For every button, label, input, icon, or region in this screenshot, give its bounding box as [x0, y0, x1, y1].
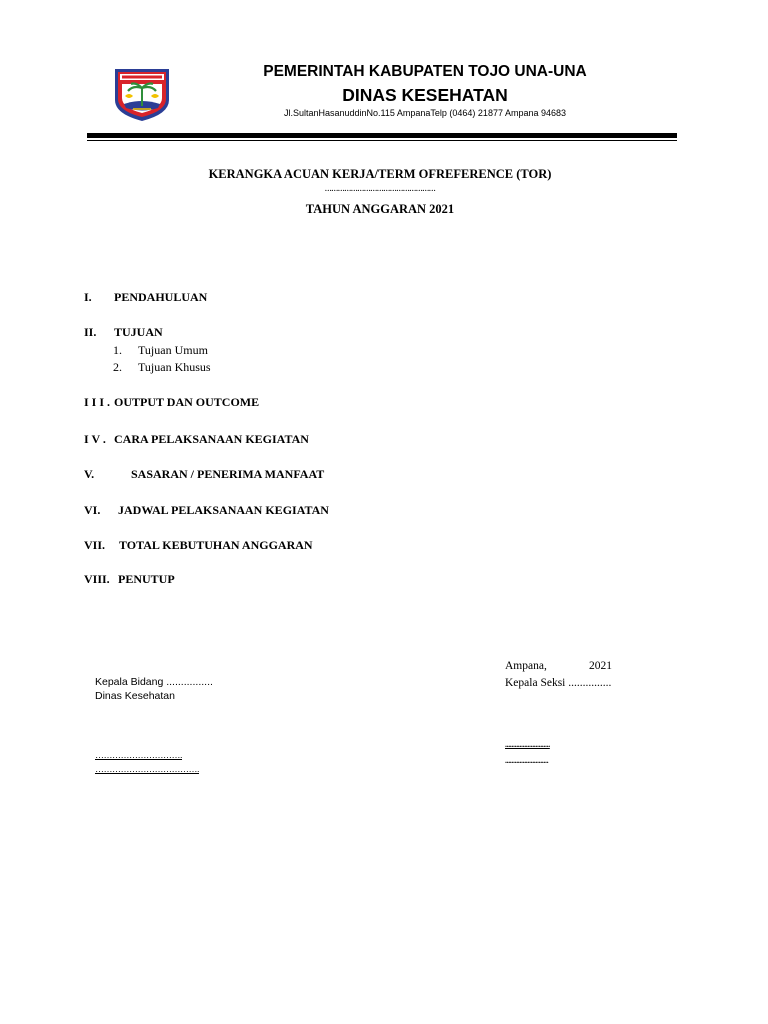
section-total-anggaran: [84, 538, 313, 553]
section-penutup: [84, 572, 175, 587]
list-item-number: 2.: [113, 360, 122, 374]
left-signatory-name-line: ………………………….: [95, 750, 183, 760]
section-number: I V .: [84, 432, 106, 446]
section-number: VII.: [84, 538, 106, 552]
budget-year: TAHUN ANGGARAN 2021: [305, 202, 455, 216]
section-number: I.: [84, 290, 92, 304]
section-tujuan: [84, 325, 163, 340]
section-cara-pelaksanaan: [84, 432, 309, 447]
title-placeholder-line: ……………………………………………: [324, 185, 436, 193]
section-heading: TOTAL KEBUTUHAN ANGGARAN: [119, 538, 313, 552]
section-sasaran: [84, 467, 324, 482]
section-heading: PENUTUP: [118, 572, 175, 586]
section-heading: CARA PELAKSANAAN KEGIATAN: [114, 432, 309, 446]
section-pendahuluan: [84, 290, 207, 305]
office-address: Jl.SultanHasanuddinNo.115 AmpanaTelp (0464) 21877 Ampana 94683: [283, 108, 567, 118]
section-number: II.: [84, 325, 97, 339]
section-heading: TUJUAN: [114, 325, 163, 339]
left-signatory-unit: Dinas Kesehatan: [95, 690, 175, 702]
section-heading: JADWAL PELAKSANAAN KEGIATAN: [118, 503, 329, 517]
government-name: PEMERINTAH KABUPATEN TOJO UNA-UNA: [263, 63, 587, 80]
letterhead-rule-thin: [87, 140, 677, 141]
section-number: VI.: [84, 503, 101, 517]
list-item-text: Tujuan Umum: [138, 343, 208, 357]
signing-year: 2021: [589, 660, 612, 672]
right-signatory-nip-line: ...........................: [505, 756, 549, 765]
signing-place: Ampana,: [505, 660, 547, 672]
regency-crest-logo: [113, 66, 171, 122]
section-heading: OUTPUT DAN OUTCOME: [114, 395, 260, 409]
section-heading: PENDAHULUAN: [114, 290, 208, 304]
list-item-number: 1.: [113, 343, 122, 357]
letterhead-rule-thick: [87, 133, 677, 138]
right-signatory-title: Kepala Seksi ...............: [505, 677, 612, 689]
document-title: KERANGKA ACUAN KERJA/TERM OFREFERENCE (TOR): [208, 167, 552, 181]
list-item: [113, 343, 208, 358]
left-signatory-nip-line: ……………………………….: [95, 764, 200, 774]
section-number: VIII.: [84, 572, 110, 586]
list-item: [113, 360, 211, 375]
section-heading: SASARAN / PENERIMA MANFAAT: [131, 467, 325, 481]
list-item-text: Tujuan Khusus: [138, 360, 211, 374]
section-output-outcome: [84, 395, 259, 410]
section-number: I I I .: [84, 395, 111, 409]
left-signatory-title: Kepala Bidang ................: [95, 676, 213, 688]
right-signatory-name-line: ............................: [505, 740, 550, 749]
department-name: DINAS KESEHATAN: [342, 85, 508, 105]
section-number: V.: [84, 467, 95, 481]
section-jadwal: [84, 503, 329, 518]
